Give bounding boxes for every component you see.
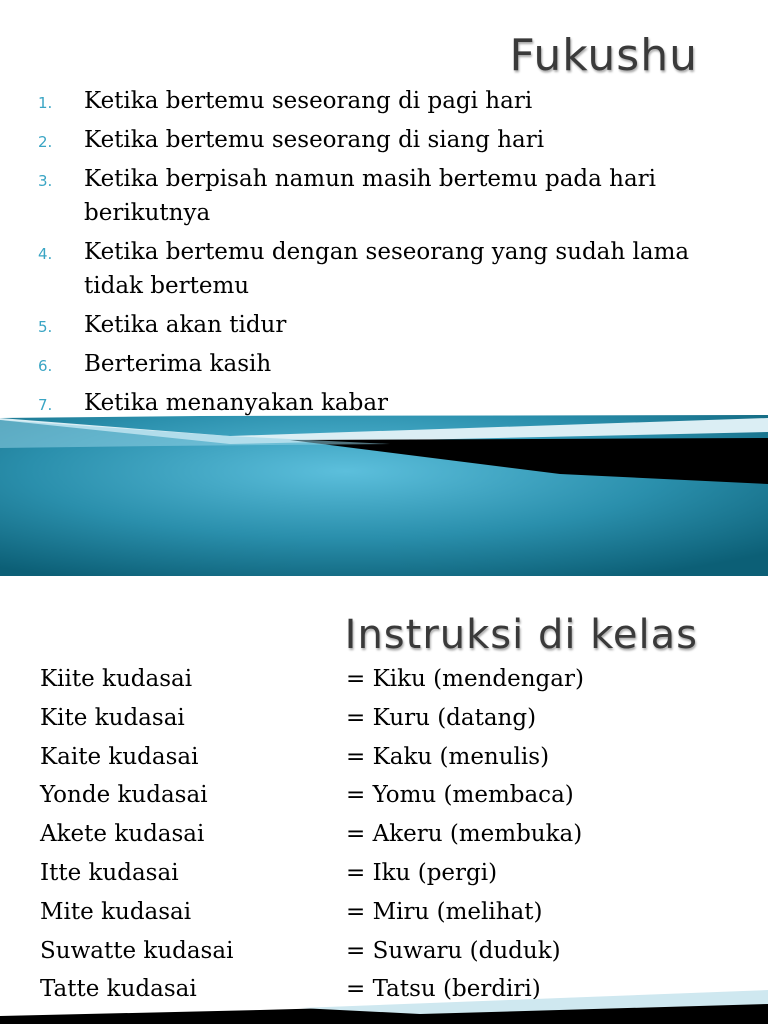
list-item-text: Ketika berpisah namun masih bertemu pada hari berikutnya (84, 166, 657, 226)
list-item-text: Ketika bertemu seseorang di siang hari (84, 127, 545, 153)
list-number: 6. (38, 357, 53, 375)
meaning-cell: = Iku (pergi) (346, 859, 498, 886)
phrase-cell: Kite kudasai (40, 704, 185, 731)
slide-title: Fukushu (509, 30, 698, 81)
decorative-wave-band (0, 576, 768, 1024)
phrase-cell: Suwatte kudasai (40, 937, 234, 964)
list-number: 4. (38, 245, 53, 263)
meaning-cell: = Tatsu (berdiri) (346, 976, 541, 1003)
list-number: 5. (38, 318, 53, 336)
phrase-cell: Tatte kudasai (40, 976, 197, 1003)
meaning-cell: = Kaku (menulis) (346, 743, 550, 770)
phrase-cell: Itte kudasai (40, 859, 179, 886)
meaning-cell: = Akeru (membuka) (346, 821, 583, 848)
list-item-text: Ketika bertemu dengan seseorang yang sudah lama tidak bertemu (84, 239, 690, 299)
list-number: 3. (38, 172, 53, 190)
list-number: 1. (38, 94, 53, 112)
list-number: 2. (38, 133, 53, 151)
phrase-cell: Kiite kudasai (40, 666, 193, 692)
meaning-cell: = Yomu (membaca) (346, 782, 574, 809)
phrase-cell: Yonde kudasai (40, 782, 208, 809)
phrase-cell: Kaite kudasai (40, 743, 199, 770)
list-item-text: Berterima kasih (84, 351, 272, 377)
meaning-cell: = Suwaru (duduk) (346, 937, 561, 964)
slide-title: Instruksi di kelas (344, 612, 698, 658)
list-item-text: Ketika menanyakan kabar (84, 390, 389, 416)
meaning-cell: = Miru (melihat) (346, 898, 543, 925)
phrase-cell: Akete kudasai (40, 821, 205, 848)
phrase-cell: Mite kudasai (40, 898, 192, 925)
list-item-text: Ketika akan tidur (84, 312, 287, 338)
list-number: 7. (38, 396, 53, 414)
slide-instruksi (0, 576, 768, 1024)
meaning-cell: = Kuru (datang) (346, 704, 537, 731)
list-item-text: Ketika bertemu seseorang di pagi hari (84, 88, 533, 114)
meaning-cell: = Kiku (mendengar) (346, 666, 584, 692)
